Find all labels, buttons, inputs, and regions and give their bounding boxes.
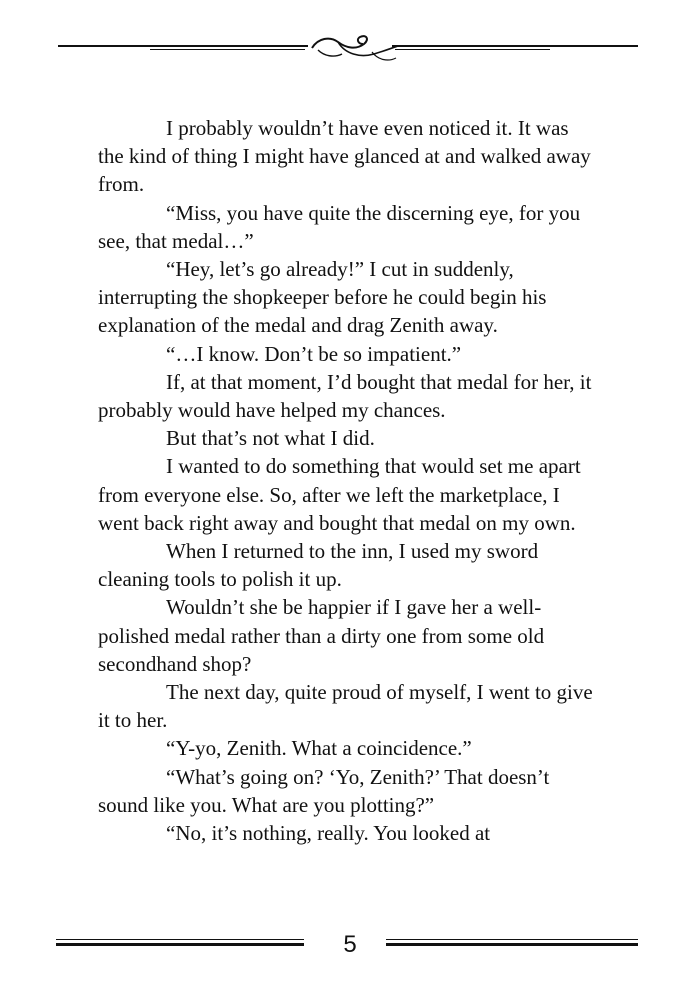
chapter-text (98, 114, 598, 847)
paragraph: “Hey, let’s go already!” I cut in suddenly, interrupting the shopkeeper before he could begin his explanation of the medal and drag Zenith away. (98, 257, 547, 338)
footer-rule-right (386, 943, 638, 946)
footer-rule-left (56, 943, 304, 946)
paragraph: When I returned to the inn, I used my sword cleaning tools to polish it up. (98, 539, 539, 592)
paragraph: The next day, quite proud of myself, I went to give it to her. (98, 680, 593, 733)
paragraph: I wanted to do something that would set me apart from everyone else. So, after we left the marketplace, I went back right away and bought that medal on my own. (98, 454, 581, 535)
paragraph: If, at that moment, I’d bought that medal for her, it probably would have helped my chances. (98, 369, 592, 423)
header-ornament (0, 28, 700, 72)
paragraph: “Miss, you have quite the discerning eye, for you see, that medal…” (98, 200, 581, 253)
page-footer (0, 925, 700, 965)
flourish-scroll-icon (0, 28, 700, 72)
paragraph: Wouldn’t she be happier if I gave her a well-polished medal rather than a dirty one from some old secondhand shop? (98, 595, 545, 676)
paragraph: “Y-yo, Zenith. What a coincidence.” (166, 736, 472, 761)
paragraph: “…I know. Don’t be so impatient.” (166, 341, 462, 366)
paragraph: I probably wouldn’t have even noticed it. It was the kind of thing I might have glanced at and walked away from. (98, 116, 591, 197)
paragraph: “No, it’s nothing, really. You looked at (166, 821, 491, 846)
paragraph: But that’s not what I did. (166, 426, 375, 451)
page-number: 5 (343, 931, 357, 958)
paragraph: “What’s going on? ‘Yo, Zenith?’ That doesn’t sound like you. What are you plotting?” (98, 764, 550, 817)
